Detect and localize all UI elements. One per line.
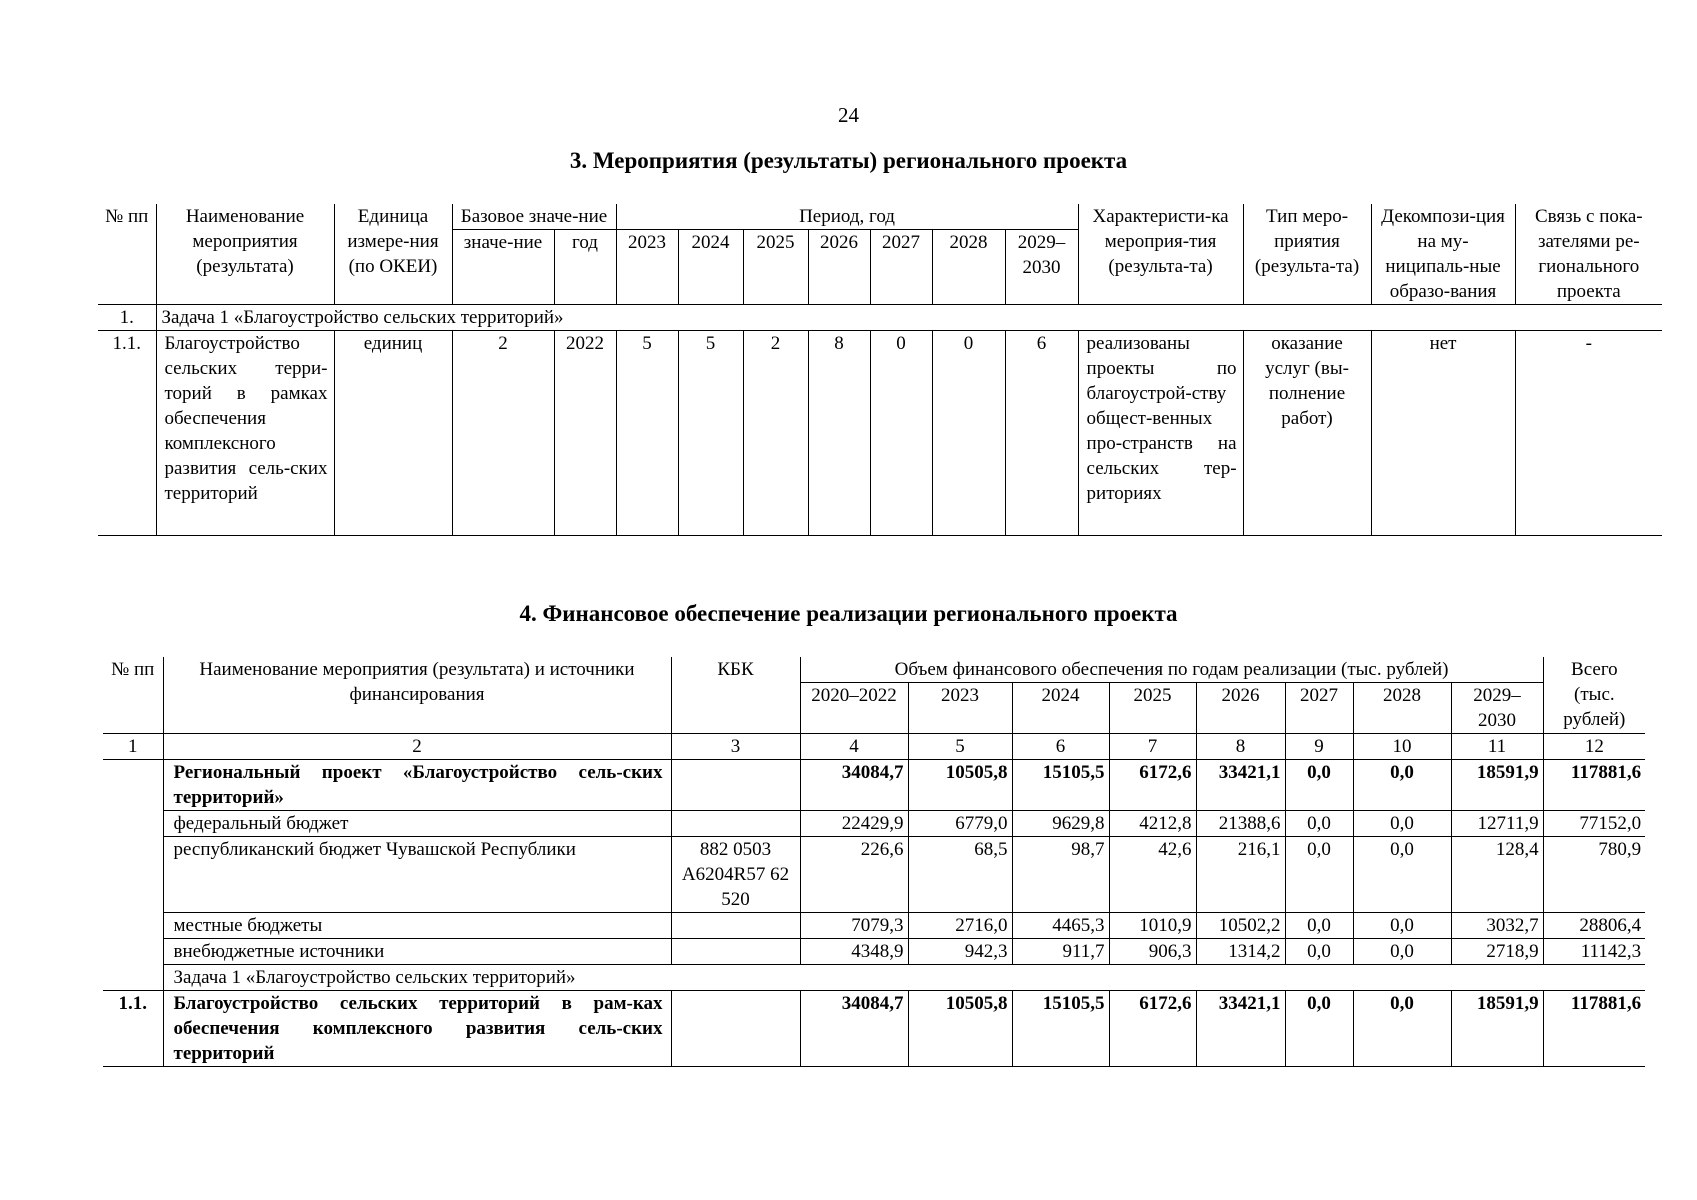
item-base-value: 2	[452, 331, 554, 536]
column-number: 11	[1451, 734, 1543, 760]
source-name: республиканский бюджет Чувашской Республики	[163, 837, 671, 913]
source-value: 216,1	[1196, 837, 1285, 913]
source-value: 4348,9	[800, 939, 908, 965]
item-link: -	[1515, 331, 1662, 536]
source-kbk: 882 0503 A6204R57 62 520	[671, 837, 800, 913]
fin-task-num	[103, 965, 163, 991]
header-base-value: значе-ние	[452, 230, 554, 305]
fin-item-value: 0,0	[1285, 991, 1353, 1067]
task-num: 1.	[98, 305, 156, 331]
project-name: Региональный проект «Благоустройство сель-ских территорий»	[163, 760, 671, 811]
source-value: 226,6	[800, 837, 908, 913]
header-decomposition: Декомпози-ция на му-ниципаль-ные образо-вания	[1371, 204, 1515, 305]
header-year: 2024	[678, 230, 743, 305]
source-value: 77152,0	[1543, 811, 1645, 837]
source-value: 2716,0	[908, 913, 1012, 939]
source-value: 0,0	[1285, 913, 1353, 939]
source-value: 906,3	[1109, 939, 1196, 965]
header-year: 2026	[808, 230, 870, 305]
fin-item-kbk	[671, 991, 800, 1067]
fin-item-value: 33421,1	[1196, 991, 1285, 1067]
source-value: 22429,9	[800, 811, 908, 837]
header-unit: Единица измере-ния (по ОКЕИ)	[334, 204, 452, 305]
source-value: 0,0	[1285, 837, 1353, 913]
header-base-year: год	[554, 230, 616, 305]
source-value: 1314,2	[1196, 939, 1285, 965]
fin-header-num: № пп	[103, 657, 163, 734]
source-row	[103, 837, 1645, 913]
source-name: федеральный бюджет	[163, 811, 671, 837]
fin-item-row	[103, 991, 1645, 1067]
source-value: 3032,7	[1451, 913, 1543, 939]
project-value: 0,0	[1353, 760, 1451, 811]
source-value: 911,7	[1012, 939, 1109, 965]
fin-task-text: Задача 1 «Благоустройство сельских территорий»	[163, 965, 1645, 991]
fin-item-value: 117881,6	[1543, 991, 1645, 1067]
header-year: 2025	[743, 230, 808, 305]
fin-header-kbk: КБК	[671, 657, 800, 734]
item-value: 0	[870, 331, 932, 536]
source-name: местные бюджеты	[163, 913, 671, 939]
fin-task-row	[103, 965, 1645, 991]
source-row	[103, 939, 1645, 965]
fin-item-value: 18591,9	[1451, 991, 1543, 1067]
source-row	[103, 811, 1645, 837]
fin-header-year: 2024	[1012, 683, 1109, 734]
item-decomposition: нет	[1371, 331, 1515, 536]
fin-item-value: 6172,6	[1109, 991, 1196, 1067]
fin-item-value: 34084,7	[800, 991, 908, 1067]
source-kbk	[671, 913, 800, 939]
column-numbers-row	[103, 734, 1645, 760]
fin-item-value: 10505,8	[908, 991, 1012, 1067]
item-name: Благоустройство сельских терри-торий в рамках обеспечения комплексного развития сель-ских территорий	[156, 331, 334, 536]
column-number: 5	[908, 734, 1012, 760]
header-link: Связь с пока-зателями ре-гионального проекта	[1515, 204, 1662, 305]
source-value: 0,0	[1353, 837, 1451, 913]
source-value: 98,7	[1012, 837, 1109, 913]
item-unit: единиц	[334, 331, 452, 536]
column-number: 2	[163, 734, 671, 760]
project-value: 0,0	[1285, 760, 1353, 811]
column-number: 3	[671, 734, 800, 760]
source-value: 21388,6	[1196, 811, 1285, 837]
header-period: Период, год	[616, 204, 1078, 230]
column-number: 9	[1285, 734, 1353, 760]
project-num	[103, 760, 163, 965]
column-number: 8	[1196, 734, 1285, 760]
source-value: 128,4	[1451, 837, 1543, 913]
fin-header-name: Наименование мероприятия (результата) и источники финансирования	[163, 657, 671, 734]
fin-header-total: Всего (тыс. рублей)	[1543, 657, 1645, 734]
header-name: Наименование мероприятия (результата)	[156, 204, 334, 305]
source-value: 4212,8	[1109, 811, 1196, 837]
page-number: 24	[838, 103, 859, 127]
item-value: 2	[743, 331, 808, 536]
fin-item-num: 1.1.	[103, 991, 163, 1067]
source-value: 7079,3	[800, 913, 908, 939]
task-text: Задача 1 «Благоустройство сельских территорий»	[156, 305, 1662, 331]
fin-header-year: 2026	[1196, 683, 1285, 734]
source-value: 4465,3	[1012, 913, 1109, 939]
fin-header-year: 2027	[1285, 683, 1353, 734]
project-value: 10505,8	[908, 760, 1012, 811]
source-value: 6779,0	[908, 811, 1012, 837]
header-year: 2023	[616, 230, 678, 305]
source-value: 0,0	[1353, 811, 1451, 837]
project-value: 15105,5	[1012, 760, 1109, 811]
fin-item-name: Благоустройство сельских территорий в рам-ках обеспечения комплексного развития сель-ских территорий	[163, 991, 671, 1067]
fin-header-year: 2028	[1353, 683, 1451, 734]
item-characteristic: реализованы проекты по благоустрой-ству общест-венных про-странств на сельских тер-риториях	[1078, 331, 1243, 536]
task-row	[98, 305, 1662, 331]
item-value: 0	[932, 331, 1005, 536]
fin-header-year: 2023	[908, 683, 1012, 734]
column-number: 7	[1109, 734, 1196, 760]
header-year: 2028	[932, 230, 1005, 305]
item-value: 5	[678, 331, 743, 536]
column-number: 12	[1543, 734, 1645, 760]
project-value: 117881,6	[1543, 760, 1645, 811]
item-base-year: 2022	[554, 331, 616, 536]
source-value: 0,0	[1285, 939, 1353, 965]
source-value: 2718,9	[1451, 939, 1543, 965]
fin-header-year: 2025	[1109, 683, 1196, 734]
source-kbk	[671, 939, 800, 965]
fin-item-value: 15105,5	[1012, 991, 1109, 1067]
project-value: 6172,6	[1109, 760, 1196, 811]
header-base: Базовое значе-ние	[452, 204, 616, 230]
source-value: 42,6	[1109, 837, 1196, 913]
source-row	[103, 913, 1645, 939]
source-value: 12711,9	[1451, 811, 1543, 837]
source-value: 10502,2	[1196, 913, 1285, 939]
source-value: 0,0	[1353, 939, 1451, 965]
activities-table	[98, 204, 1662, 536]
source-value: 28806,4	[1543, 913, 1645, 939]
header-num: № пп	[98, 204, 156, 305]
item-value: 5	[616, 331, 678, 536]
project-value: 33421,1	[1196, 760, 1285, 811]
section-4-title: 4. Финансовое обеспечение реализации регионального проекта	[519, 601, 1178, 626]
column-number: 4	[800, 734, 908, 760]
column-number: 6	[1012, 734, 1109, 760]
section-3-title: 3. Мероприятия (результаты) регионального проекта	[569, 148, 1128, 173]
source-value: 0,0	[1285, 811, 1353, 837]
header-type: Тип меро-приятия (результа-та)	[1243, 204, 1371, 305]
project-value: 18591,9	[1451, 760, 1543, 811]
item-num: 1.1.	[98, 331, 156, 536]
financing-table	[103, 657, 1645, 1067]
fin-item-value: 0,0	[1353, 991, 1451, 1067]
item-value: 6	[1005, 331, 1078, 536]
column-number: 1	[103, 734, 163, 760]
column-number: 10	[1353, 734, 1451, 760]
fin-header-volume: Объем финансового обеспечения по годам реализации (тыс. рублей)	[800, 657, 1543, 683]
fin-header-year: 2020–2022	[800, 683, 908, 734]
project-kbk	[671, 760, 800, 811]
source-value: 942,3	[908, 939, 1012, 965]
source-value: 0,0	[1353, 913, 1451, 939]
source-value: 9629,8	[1012, 811, 1109, 837]
item-type: оказание услуг (вы-полнение работ)	[1243, 331, 1371, 536]
header-year: 2029–2030	[1005, 230, 1078, 305]
source-value: 11142,3	[1543, 939, 1645, 965]
fin-header-year: 2029–2030	[1451, 683, 1543, 734]
project-value: 34084,7	[800, 760, 908, 811]
header-year: 2027	[870, 230, 932, 305]
source-name: внебюджетные источники	[163, 939, 671, 965]
source-value: 68,5	[908, 837, 1012, 913]
source-value: 780,9	[1543, 837, 1645, 913]
item-value: 8	[808, 331, 870, 536]
project-row	[103, 760, 1645, 811]
table-row	[98, 331, 1662, 536]
source-kbk	[671, 811, 800, 837]
source-value: 1010,9	[1109, 913, 1196, 939]
header-characteristic: Характеристи-ка мероприя-тия (результа-та)	[1078, 204, 1243, 305]
